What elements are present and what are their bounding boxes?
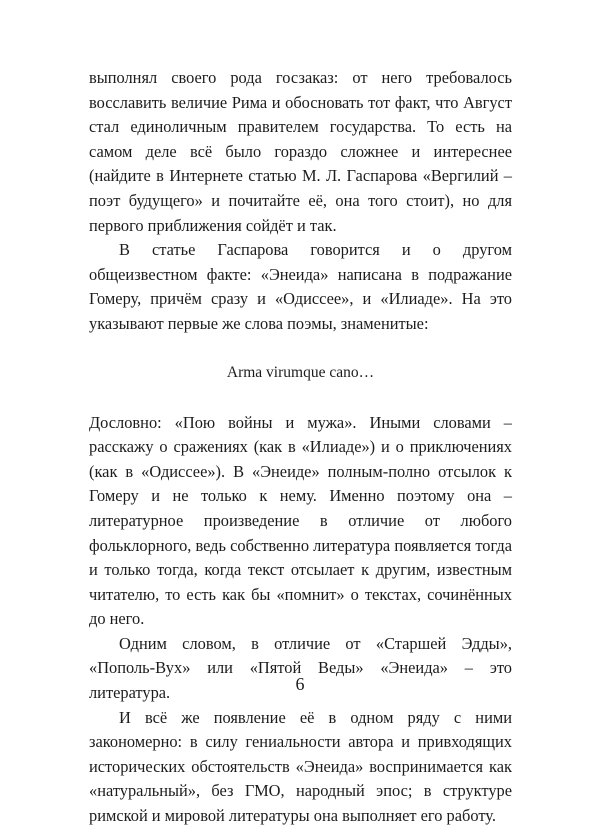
paragraph-1: выполнял своего рода госзаказ: от него требовалось восславить величие Рима и обосновать тот факт, что Август стал единоличным правителем государства. То есть на самом деле всё было гораздо сложнее и интереснее (найдите в Интернете статью М. Л. Гаспарова «Вергилий – поэт будущего» и почитайте её, она того стоит), но для первого приближения сойдёт и так. — [89, 68, 512, 235]
paragraph-2: В статье Гаспарова говорится и о другом общеизвестном факте: «Энеида» написана в подражание Гомеру, причём сразу и «Одиссее», и «Илиаде». На это указывают первые же слова поэмы, знаменитые: — [89, 240, 512, 333]
latin-quote: Arma virumque cano… — [226, 363, 375, 381]
paragraph-4: Одним словом, в отличие от «Старшей Эдды», «Пополь-Вух» или «Пятой Веды» «Энеида» – это литература. — [89, 633, 512, 703]
body-text — [89, 66, 512, 829]
paragraph-5: И всё же появление её в одном ряду с ними закономерно: в силу гениальности автора и привходящих исторических обстоятельств «Энеида» воспринимается как «натуральный», без ГМО, народный эпос; в структуре римской и мировой литературы она выполняет его работу. — [89, 707, 512, 826]
paragraph-3: Дословно: «Пою войны и мужа». Иными словами – расскажу о сражениях (как в «Илиаде») и о приключениях (как в «Одиссее»). В «Энеиде» полным-полно отсылок к Гомеру и не только к нему. Именно поэтому она – литературное произведение в отличие от любого фольклорного, ведь собственно литература появляется тогда и только тогда, когда текст отсылает к другим, известным читателю, то есть как бы «помнит» о текстах, сочинённых до него. — [89, 412, 512, 629]
page-number: 6 — [295, 674, 305, 694]
